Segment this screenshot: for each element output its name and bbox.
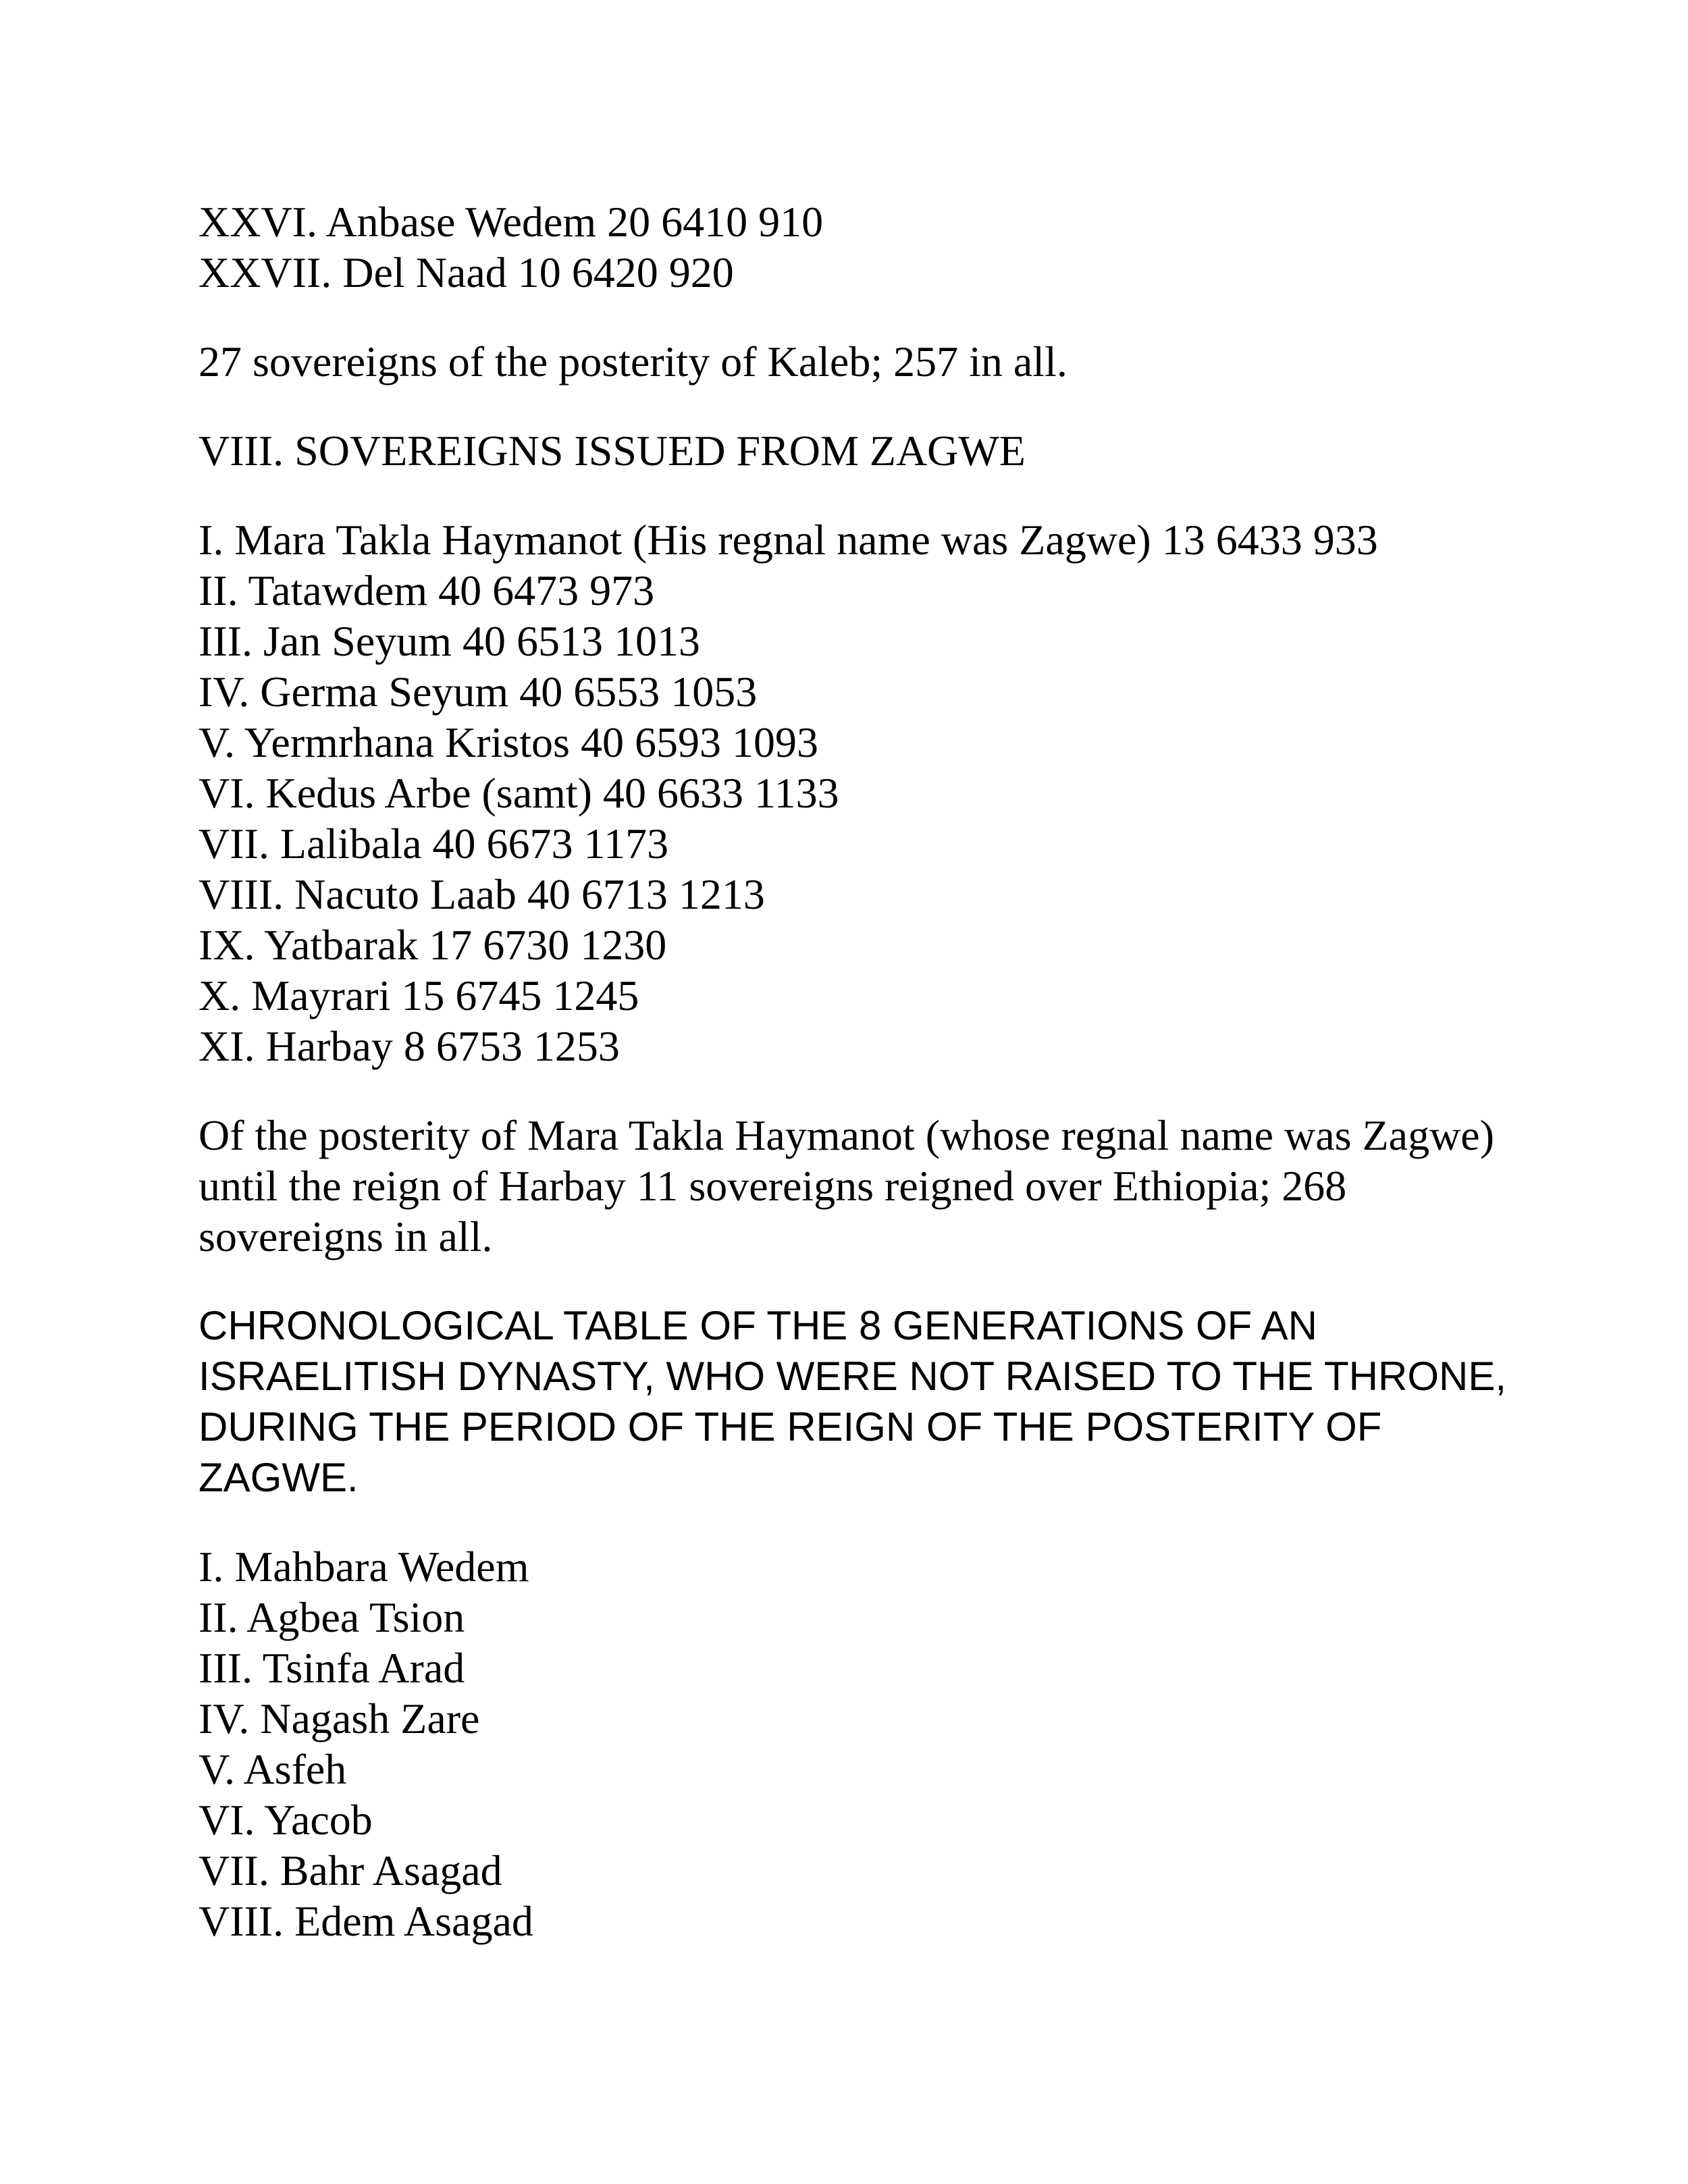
list-item: II. Tatawdem 40 6473 973	[199, 566, 655, 614]
list-item: I. Mara Takla Haymanot (His regnal name was Zagwe) 13 6433 933	[199, 516, 1378, 564]
zagwe-sovereign-list	[199, 514, 1515, 1071]
list-item: I. Mahbara Wedem	[199, 1543, 529, 1591]
israelitish-table-heading: CHRONOLOGICAL TABLE OF THE 8 GENERATIONS OF AN ISRAELITISH DYNASTY, WHO WERE NOT RAISED TO THE THRONE, DURING THE PERIOD OF THE REIGN OF THE POSTERITY OF ZAGWE.	[199, 1303, 1507, 1500]
kaleb-summary: 27 sovereigns of the posterity of Kaleb; 257 in all.	[199, 338, 1067, 385]
page-content	[199, 196, 1515, 1946]
list-item: XXVI. Anbase Wedem 20 6410 910	[199, 198, 824, 246]
list-item: VI. Kedus Arbe (samt) 40 6633 1133	[199, 769, 839, 817]
list-item: XXVII. Del Naad 10 6420 920	[199, 248, 734, 296]
list-item: X. Mayrari 15 6745 1245	[199, 971, 639, 1019]
list-item: VIII. Nacuto Laab 40 6713 1213	[199, 870, 765, 918]
list-item: XI. Harbay 8 6753 1253	[199, 1022, 620, 1070]
list-item: II. Agbea Tsion	[199, 1593, 465, 1641]
list-item: VII. Bahr Asagad	[199, 1846, 502, 1894]
israelitish-generation-list	[199, 1541, 1515, 1946]
list-item: IV. Germa Seyum 40 6553 1053	[199, 668, 758, 716]
list-item: III. Tsinfa Arad	[199, 1644, 465, 1692]
kaleb-sovereign-list	[199, 196, 1515, 298]
list-item: III. Jan Seyum 40 6513 1013	[199, 617, 701, 665]
list-item: V. Asfeh	[199, 1745, 347, 1793]
list-item: VIII. Edem Asagad	[199, 1897, 533, 1945]
zagwe-section-heading: VIII. SOVEREIGNS ISSUED FROM ZAGWE	[199, 427, 1026, 475]
list-item: VI. Yacob	[199, 1796, 373, 1844]
list-item: IX. Yatbarak 17 6730 1230	[199, 921, 667, 969]
list-item: IV. Nagash Zare	[199, 1695, 480, 1742]
zagwe-summary: Of the posterity of Mara Takla Haymanot (whose regnal name was Zagwe) until the reign of Harbay 11 sovereigns reigned over Ethiopia; 268 sovereigns in all.	[199, 1111, 1494, 1260]
list-item: VII. Lalibala 40 6673 1173	[199, 820, 669, 868]
list-item: V. Yermrhana Kristos 40 6593 1093	[199, 718, 818, 766]
